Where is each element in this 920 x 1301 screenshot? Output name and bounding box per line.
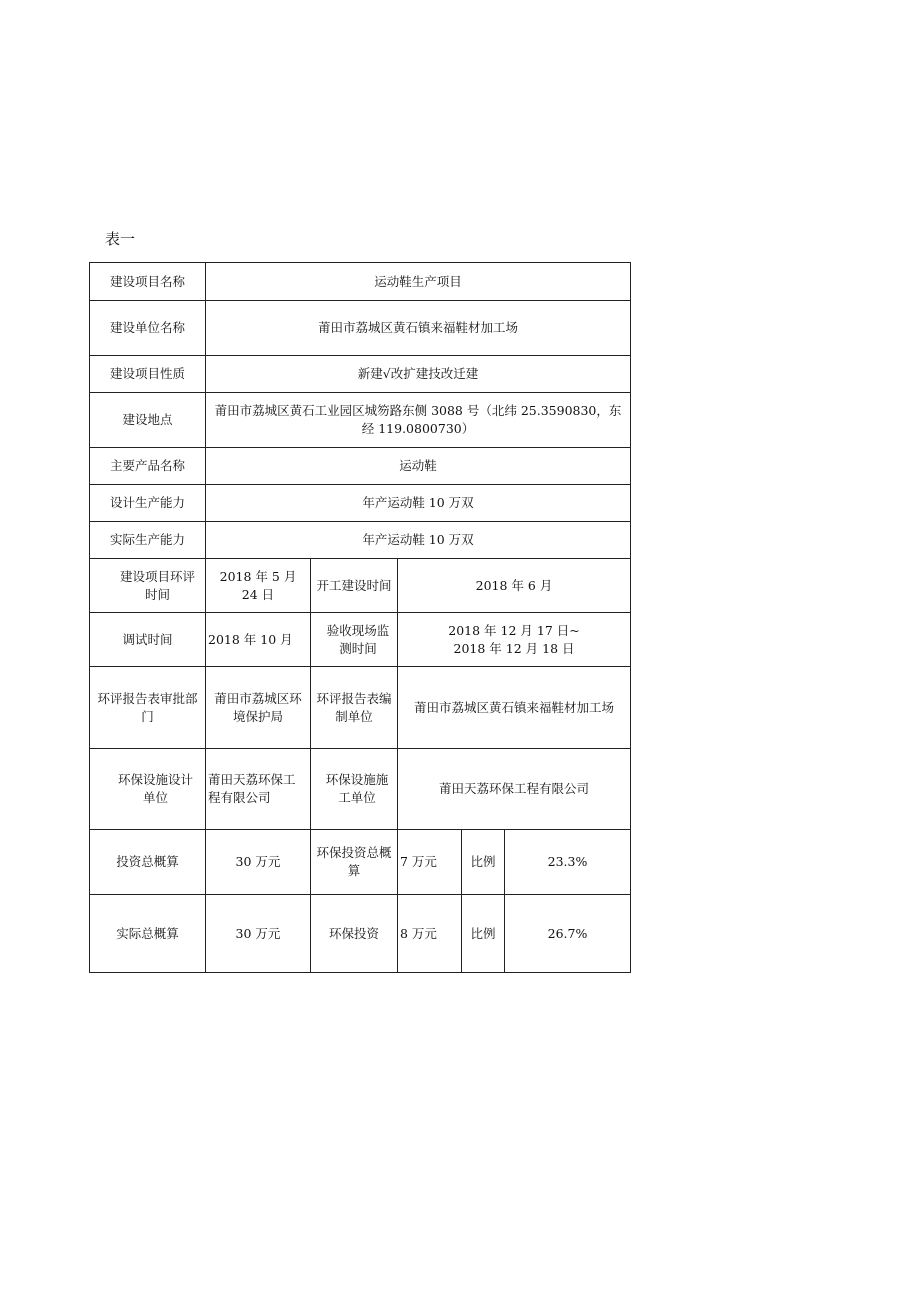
- label-ratio: 比例: [470, 854, 496, 869]
- label-ratio: 比例: [470, 925, 496, 941]
- label-project-name: 建设项目名称: [109, 273, 185, 289]
- value-product: 运动鞋: [399, 458, 437, 473]
- label-budget: 投资总概算: [116, 854, 179, 869]
- value-ratio: 26.7%: [547, 925, 588, 941]
- value-budget: 30 万元: [235, 854, 281, 869]
- value-monitor-time: 2018 年 12 月 17 日~ 2018 年 12 月 18 日: [448, 622, 580, 656]
- value-actual-capacity: 年产运动鞋 10 万双: [362, 532, 474, 547]
- value-compile-unit: 莆田市荔城区黄石镇来福鞋材加工场: [413, 699, 614, 715]
- value-unit-name: 莆田市荔城区黄石镇来福鞋材加工场: [317, 320, 518, 335]
- table-border-bottom: [89, 972, 631, 973]
- label-design-unit: 环保设施设计单位: [117, 772, 193, 805]
- label-unit-name: 建设单位名称: [109, 320, 185, 335]
- value-construction-unit: 莆田天荔环保工程有限公司: [438, 781, 589, 796]
- label-actual-capacity: 实际生产能力: [109, 532, 185, 547]
- label-location: 建设地点: [122, 412, 173, 427]
- label-env-investment: 环保投资: [328, 925, 379, 941]
- label-design-capacity: 设计生产能力: [109, 495, 185, 510]
- value-env-investment: 8 万元: [400, 925, 437, 941]
- label-env-budget: 环保投资总概算: [316, 845, 392, 878]
- value-env-budget: 7 万元: [400, 854, 437, 869]
- value-debug-time: 2018 年 10 月: [208, 631, 293, 647]
- label-construction-unit: 环保设施施工单位: [325, 772, 389, 805]
- table-border-right: [630, 262, 631, 973]
- label-approval-dept: 环评报告表审批部门: [97, 690, 198, 724]
- value-design-capacity: 年产运动鞋 10 万双: [362, 495, 474, 510]
- value-project-name: 运动鞋生产项目: [374, 273, 462, 289]
- value-ratio: 23.3%: [547, 854, 588, 869]
- label-product: 主要产品名称: [109, 458, 185, 473]
- value-start-time: 2018 年 6 月: [475, 577, 553, 593]
- value-design-unit: 莆田天荔环保工程有限公司: [208, 772, 296, 805]
- label-nature: 建设项目性质: [109, 366, 185, 381]
- table-title: 表一: [105, 230, 136, 248]
- label-eia-time: 建设项目环评时间: [119, 568, 195, 602]
- label-compile-unit: 环评报告表编制单位: [316, 690, 392, 724]
- value-actual-budget: 30 万元: [235, 925, 281, 941]
- value-eia-time: 2018 年 5 月 24 日: [219, 568, 297, 602]
- label-debug-time: 调试时间: [122, 631, 173, 647]
- value-approval-dept: 莆田市荔城区环境保护局: [214, 690, 302, 724]
- label-actual-budget: 实际总概算: [116, 925, 179, 941]
- value-location: 莆田市荔城区黄石工业园区城笏路东侧 3088 号（北纬 25.3590830，东经 119.0800730）: [214, 403, 622, 436]
- label-monitor-time: 验收现场监测时间: [326, 622, 390, 656]
- value-nature: 新建√改扩建技改迁建: [357, 366, 479, 381]
- label-start-time: 开工建设时间: [316, 577, 392, 593]
